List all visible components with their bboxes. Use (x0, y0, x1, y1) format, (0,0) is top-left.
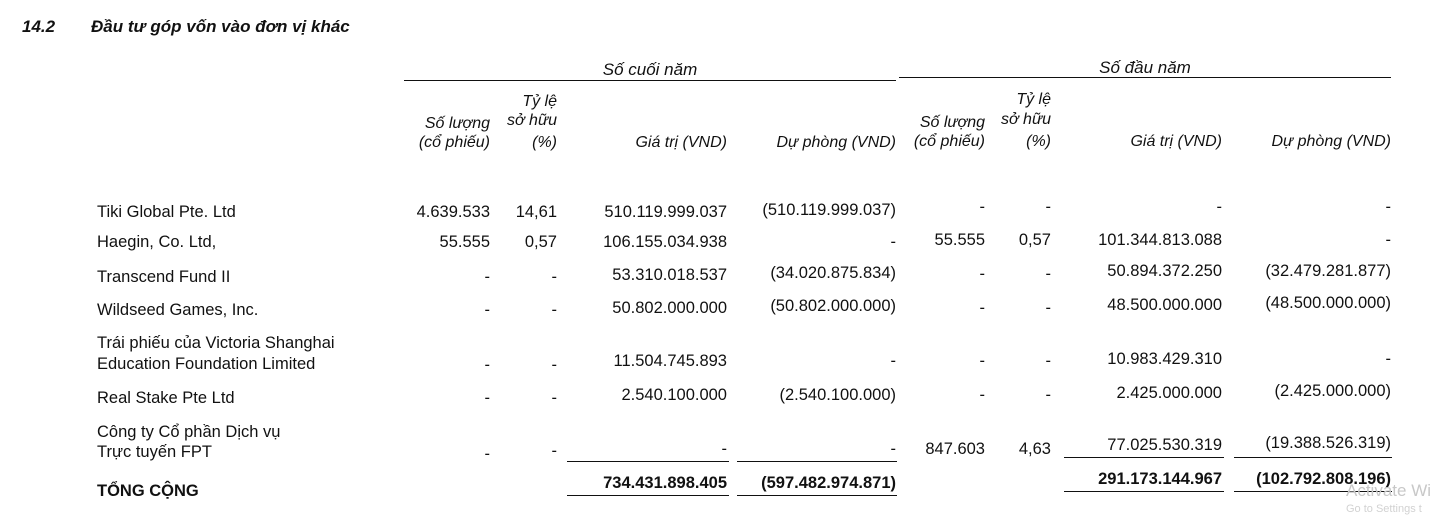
cell-end-provision: (510.119.999.037) (762, 201, 896, 219)
cell-end-value: 50.802.000.000 (612, 299, 727, 317)
cell-begin-value: 48.500.000.000 (1107, 296, 1222, 314)
cell-begin-ratio: - (1045, 198, 1051, 216)
cell-begin-qty: - (979, 386, 985, 404)
cell-begin-qty: - (979, 352, 985, 370)
cell-begin-provision: (32.479.281.877) (1265, 262, 1391, 280)
cell-begin-provision: (2.425.000.000) (1274, 382, 1391, 400)
cell-begin-qty: - (979, 265, 985, 283)
group-underline-begin (899, 77, 1391, 78)
cell-end-value: 2.540.100.000 (621, 386, 727, 404)
cell-end-ratio: 0,57 (524, 233, 557, 251)
col-header-ratio-line1-end: Tỷ lệ (522, 93, 557, 110)
total-rule-end-provision (737, 495, 897, 496)
cell-end-value: - (721, 440, 727, 458)
section-title: Đầu tư góp vốn vào đơn vị khác (91, 17, 350, 36)
col-header-qty-line2-end: (cổ phiếu) (418, 134, 490, 151)
cell-begin-provision: (48.500.000.000) (1265, 294, 1391, 312)
cell-end-qty: - (484, 268, 490, 286)
cell-begin-provision: (19.388.526.319) (1265, 434, 1391, 452)
cell-end-ratio: 14,61 (515, 203, 557, 221)
cell-begin-qty: - (979, 198, 985, 216)
cell-begin-value: 2.425.000.000 (1116, 384, 1222, 402)
cell-end-provision: (2.540.100.000) (779, 386, 896, 404)
cell-begin-ratio: - (1045, 386, 1051, 404)
total-end-provision: (597.482.974.871) (761, 474, 896, 492)
cell-begin-qty: 55.555 (934, 231, 985, 249)
total-begin-value: 291.173.144.967 (1098, 470, 1222, 488)
total-rule-begin-value (1064, 491, 1224, 492)
total-begin-provision: (102.792.808.196) (1256, 470, 1391, 488)
cell-end-ratio: - (551, 301, 557, 319)
cell-end-ratio: - (551, 356, 557, 374)
total-rule-end-value (567, 495, 729, 496)
cell-begin-provision: - (1385, 198, 1391, 216)
cell-end-provision: - (890, 440, 896, 458)
group-header-end-of-year: Số cuối năm (602, 60, 698, 79)
col-header-qty-line2-begin: (cổ phiếu) (913, 133, 985, 150)
cell-end-ratio: - (551, 268, 557, 286)
row-label-line2: Trực tuyến FPT (97, 443, 212, 461)
cell-end-qty: - (484, 356, 490, 374)
cell-end-ratio: - (551, 442, 557, 460)
cell-begin-provision: - (1385, 231, 1391, 249)
cell-begin-ratio: - (1045, 265, 1051, 283)
cell-end-value: 106.155.034.938 (603, 233, 727, 251)
col-header-ratio-line1-begin: Tỷ lệ (1016, 91, 1051, 108)
cell-end-value: 53.310.018.537 (612, 266, 727, 284)
activation-watermark: Activate Wi (1346, 481, 1432, 500)
col-header-ratio-line3-begin: (%) (1026, 133, 1051, 150)
cell-end-qty: 4.639.533 (416, 203, 490, 221)
cell-begin-ratio: 0,57 (1018, 231, 1051, 249)
col-header-provision-end: Dự phòng (VND) (776, 134, 896, 151)
cell-end-qty: 55.555 (439, 233, 490, 251)
row-label: Tiki Global Pte. Ltd (97, 203, 236, 221)
total-label: TỔNG CỘNG (97, 482, 199, 500)
activation-watermark-sub: Go to Settings t (1346, 503, 1422, 515)
cell-end-provision: (50.802.000.000) (770, 297, 896, 315)
cell-end-ratio: - (551, 389, 557, 407)
row-label: Real Stake Pte Ltd (97, 389, 235, 407)
cell-end-qty: - (484, 301, 490, 319)
cell-begin-value: 101.344.813.088 (1098, 231, 1222, 249)
col-header-ratio-line2-begin: sở hữu (1000, 111, 1051, 128)
group-header-beginning-of-year: Số đầu năm (1099, 58, 1191, 77)
row-label: Công ty Cổ phần Dịch vụ (97, 423, 281, 441)
total-end-value: 734.431.898.405 (603, 474, 727, 492)
cell-begin-ratio: - (1045, 352, 1051, 370)
row-label: Transcend Fund II (97, 268, 231, 286)
cell-end-value: 11.504.745.893 (613, 352, 727, 370)
col-header-provision-begin: Dự phòng (VND) (1271, 133, 1391, 150)
group-underline-end (404, 80, 896, 81)
cell-begin-value: 10.983.429.310 (1107, 350, 1222, 368)
cell-end-qty: - (484, 445, 490, 463)
col-header-qty-line1-begin: Số lượng (919, 114, 985, 131)
cell-begin-value: 77.025.530.319 (1107, 436, 1222, 454)
row-label-line2: Education Foundation Limited (97, 355, 316, 373)
col-header-value-begin: Giá trị (VND) (1130, 133, 1222, 150)
subtotal-rule-end-value (567, 461, 729, 462)
subtotal-rule-begin-provision (1234, 457, 1392, 458)
cell-end-qty: - (484, 389, 490, 407)
cell-end-provision: - (890, 352, 896, 370)
cell-begin-ratio: - (1045, 299, 1051, 317)
col-header-ratio-line2-end: sở hữu (506, 112, 557, 129)
cell-begin-value: 50.894.372.250 (1107, 262, 1222, 280)
col-header-ratio-line3-end: (%) (532, 134, 557, 151)
col-header-qty-line1-end: Số lượng (424, 115, 490, 132)
row-label: Haegin, Co. Ltd, (97, 233, 217, 251)
subtotal-rule-begin-value (1064, 457, 1224, 458)
section-number: 14.2 (22, 17, 56, 36)
cell-begin-qty: 847.603 (925, 440, 985, 458)
cell-begin-value: - (1216, 198, 1222, 216)
row-label: Wildseed Games, Inc. (97, 301, 259, 319)
cell-end-value: 510.119.999.037 (604, 203, 727, 221)
col-header-value-end: Giá trị (VND) (635, 134, 727, 151)
cell-begin-ratio: 4,63 (1018, 440, 1051, 458)
cell-begin-qty: - (979, 299, 985, 317)
row-label: Trái phiếu của Victoria Shanghai (97, 334, 335, 352)
cell-end-provision: (34.020.875.834) (770, 264, 896, 282)
cell-end-provision: - (890, 233, 896, 251)
cell-begin-provision: - (1385, 350, 1391, 368)
subtotal-rule-end-provision (737, 461, 897, 462)
